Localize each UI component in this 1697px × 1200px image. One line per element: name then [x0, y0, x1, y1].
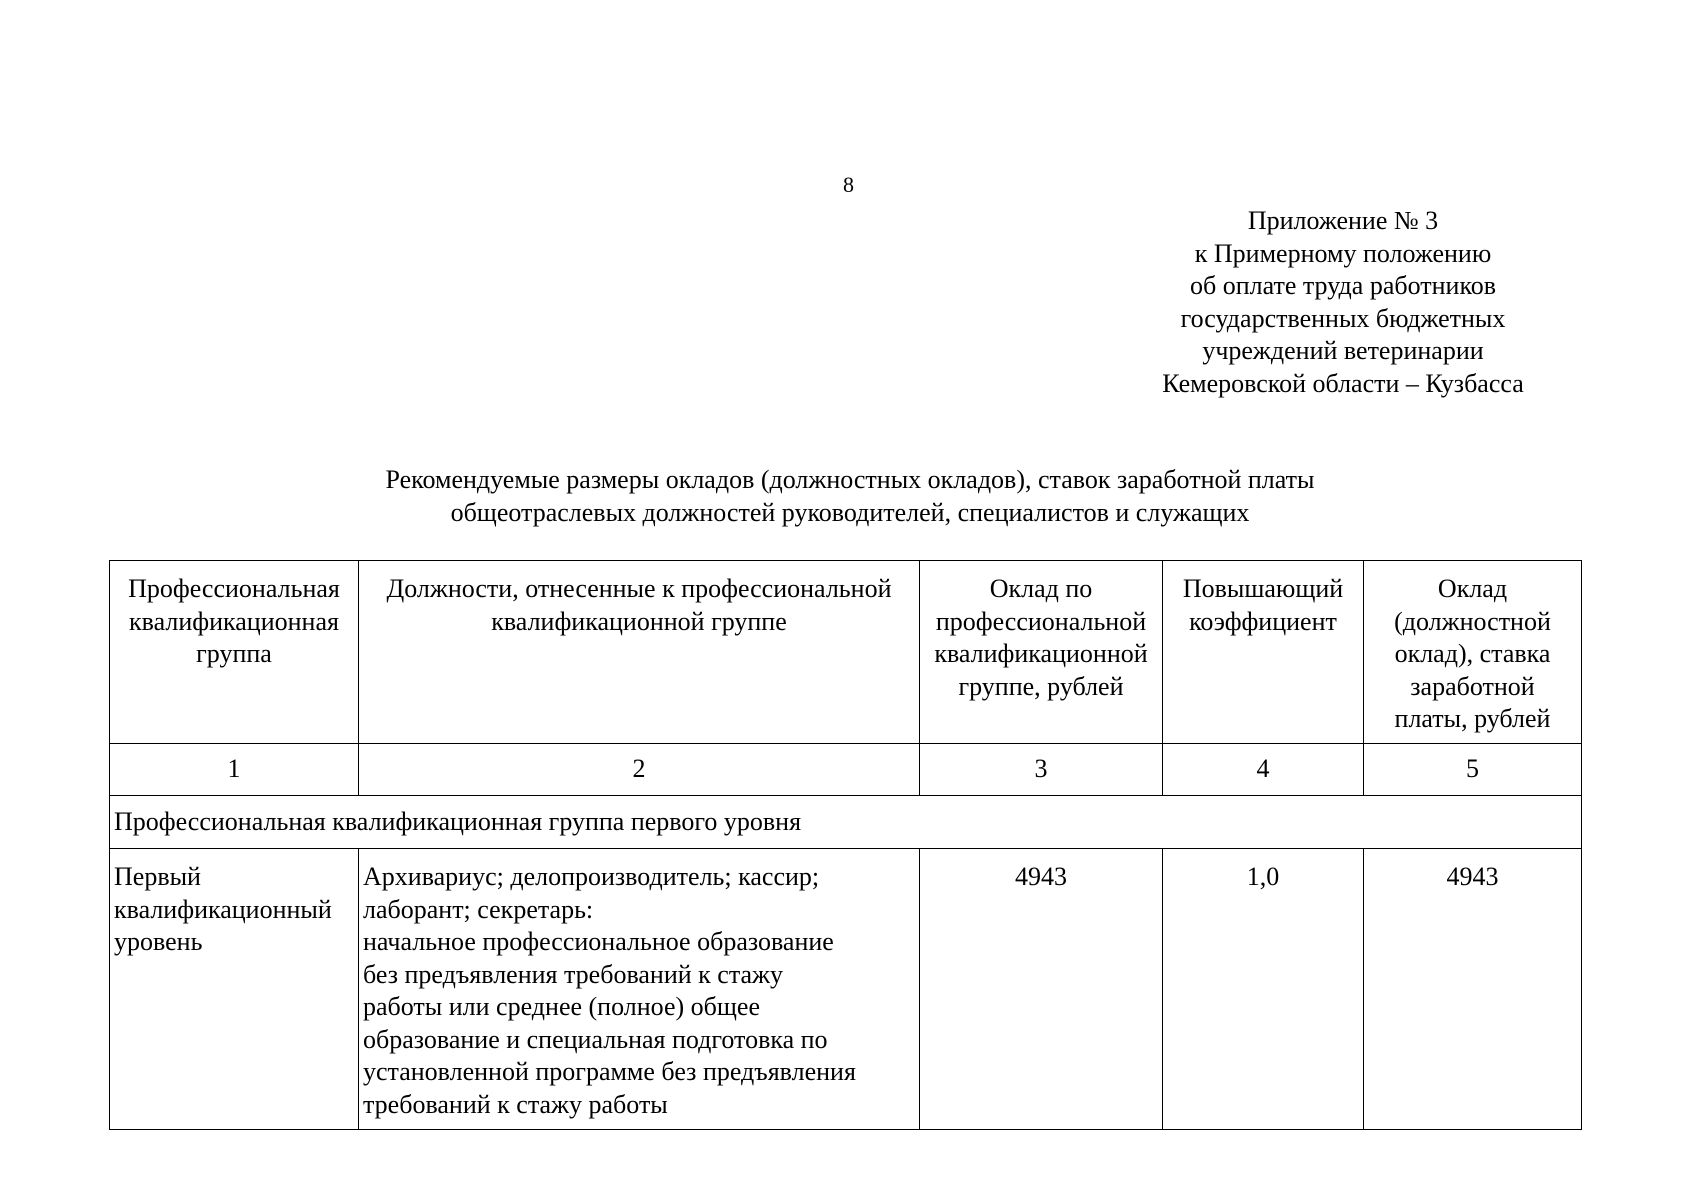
- header-line: квалификационной: [934, 639, 1148, 668]
- header-line: Профессиональная: [128, 574, 340, 603]
- header-positions: [359, 561, 920, 744]
- salary-cell: 4943: [1364, 849, 1582, 1130]
- header-line: группе, рублей: [958, 671, 1124, 701]
- header-salary: [1364, 561, 1582, 744]
- header-line: группа: [196, 639, 272, 668]
- positions-line: Архивариус; делопроизводитель; кассир;: [363, 862, 820, 891]
- header-line: квалификационная: [129, 606, 339, 636]
- base-salary-cell: 4943: [920, 849, 1163, 1130]
- table-row: [110, 849, 1582, 1130]
- document-title: [110, 463, 1590, 529]
- header-line: (должностной: [1394, 606, 1551, 636]
- appendix-line: к Примерному положению: [1194, 238, 1492, 268]
- positions-line: лаборант; секретарь:: [363, 894, 594, 924]
- header-line: Должности, отнесенные к профессиональной: [386, 574, 892, 603]
- appendix-line: об оплате труда работников: [1189, 271, 1497, 300]
- header-line: квалификационной группе: [491, 606, 787, 636]
- group-title-row: [110, 796, 1582, 849]
- salary-table: [109, 560, 1582, 1130]
- column-number: 4: [1163, 744, 1364, 796]
- table-header-row: [110, 561, 1582, 744]
- header-line: профессиональной: [935, 606, 1147, 636]
- level-line: уровень: [114, 927, 203, 956]
- coefficient-cell: 1,0: [1163, 849, 1364, 1130]
- header-line: Оклад: [1437, 574, 1508, 603]
- column-number: 1: [110, 744, 359, 796]
- appendix-line: Приложение № 3: [1247, 206, 1439, 235]
- column-number: 3: [920, 744, 1163, 796]
- page-number: 8: [843, 172, 854, 197]
- column-number: 2: [359, 744, 920, 796]
- positions-line: без предъявления требований к стажу: [363, 959, 784, 989]
- appendix-note: [1120, 205, 1566, 400]
- header-base-salary: [920, 561, 1163, 744]
- positions-line: начальное профессиональное образование: [363, 927, 834, 956]
- level-line: Первый: [114, 862, 201, 891]
- qualification-level: [110, 849, 359, 1130]
- title-line: общеотраслевых должностей руководителей, специалистов и служащих: [450, 498, 1250, 527]
- group-title: Профессиональная квалификационная группа первого уровня: [110, 796, 1582, 849]
- header-line: платы, рублей: [1394, 704, 1551, 733]
- header-line: коэффициент: [1189, 606, 1337, 636]
- appendix-line: Кемеровской области – Кузбасса: [1162, 368, 1524, 398]
- header-coefficient: [1163, 561, 1364, 744]
- positions-cell: [359, 849, 920, 1130]
- header-line: Оклад по: [989, 574, 1093, 603]
- header-line: заработной: [1410, 671, 1535, 701]
- appendix-line: государственных бюджетных: [1180, 303, 1506, 333]
- header-line: оклад), ставка: [1394, 639, 1551, 668]
- appendix-line: учреждений ветеринарии: [1202, 336, 1484, 365]
- header-qualification-group: [110, 561, 359, 744]
- positions-line: требований к стажу работы: [363, 1089, 668, 1119]
- column-number: 5: [1364, 744, 1582, 796]
- title-line: Рекомендуемые размеры окладов (должностных окладов), ставок заработной платы: [385, 465, 1315, 494]
- header-line: Повышающий: [1182, 574, 1344, 603]
- positions-line: установленной программе без предъявления: [363, 1057, 856, 1086]
- column-number-row: [110, 744, 1582, 796]
- positions-line: образование и специальная подготовка по: [363, 1024, 828, 1054]
- level-line: квалификационный: [114, 894, 332, 924]
- positions-line: работы или среднее (полное) общее: [363, 992, 760, 1021]
